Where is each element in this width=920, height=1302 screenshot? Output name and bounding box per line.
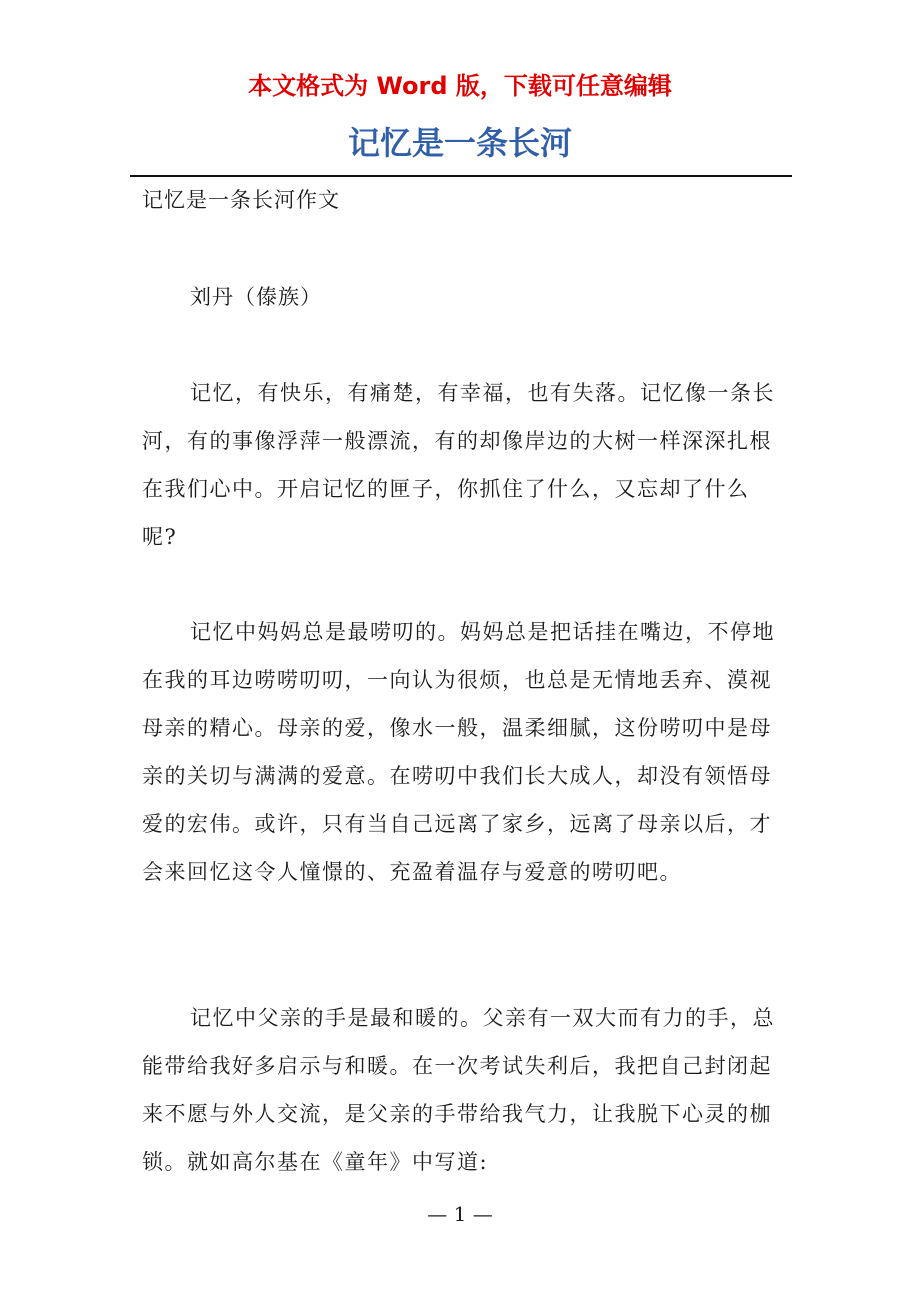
document-title: 记忆是一条长河: [347, 124, 572, 162]
body-paragraph: 记忆中妈妈总是最唠叨的。妈妈总是把话挂在嘴边，不停地在我的耳边唠唠叨叨，一向认为很烦，也总是无情地丢弃、漠视母亲的精心。母亲的爱，像水一般，温柔细腻，这份唠叨中是母亲的关切与满满的爱意。在唠叨中我们长大成人，却没有领悟母爱的宏伟。或许，只有当自己远离了家乡，远离了母亲以后，才会来回忆这令人憧憬的、充盈着温存与爱意的唠叨吧。: [142, 620, 775, 884]
format-banner: 本文格式为 Word 版，下载可任意编辑: [248, 72, 672, 100]
body-paragraph: 记忆中父亲的手是最和暖的。父亲有一双大而有力的手，总能带给我好多启示与和暖。在一次考试失利后，我把自己封闭起来不愿与外人交流，是父亲的手带给我气力，让我脱下心灵的枷锁。就如高尔基在《童年》中写道:: [142, 1006, 775, 1174]
document-subtitle: 记忆是一条长河作文: [142, 188, 340, 212]
title-divider: [130, 175, 792, 177]
author-line: 刘丹（傣族）: [190, 285, 322, 309]
page-number: — 1 —: [427, 1202, 493, 1226]
body-paragraph: 记忆，有快乐，有痛楚，有幸福，也有失落。记忆像一条长河，有的事像浮萍一般漂流，有的却像岸边的大树一样深深扎根在我们心中。开启记忆的匣子，你抓住了什么，又忘却了什么呢?: [142, 381, 775, 549]
